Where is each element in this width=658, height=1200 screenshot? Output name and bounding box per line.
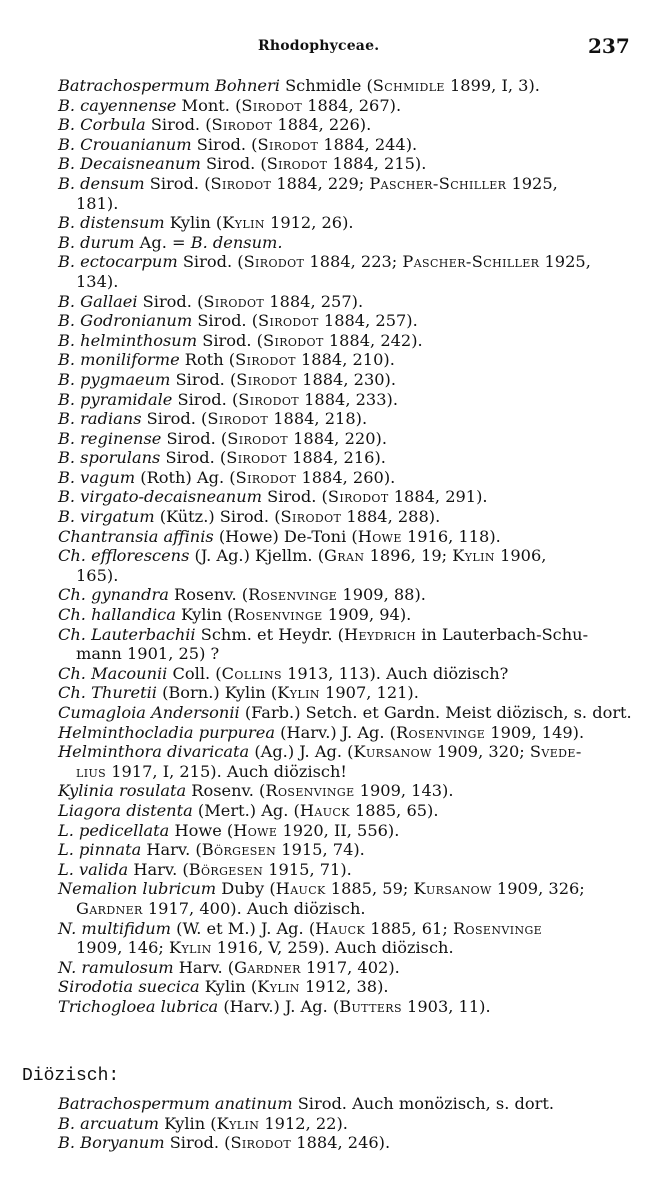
author-citation: Sirodot [262, 330, 324, 350]
species-entry: B. cayennense Mont. (Sirodot 1884, 267). [58, 95, 402, 115]
species-name: B. vagum [58, 467, 136, 487]
author-citation: Collins [221, 663, 282, 683]
species-entry: B. vagum (Roth) Ag. (Sirodot 1884, 260). [58, 467, 396, 487]
species-entry: Chantransia affinis (Howe) De-Toni (Howe 1916, 118). [58, 526, 501, 546]
species-entry: Ch. Thuretii (Born.) Kylin (Kylin 1907, 121). [58, 683, 419, 703]
author-citation: Rosenvinge [233, 605, 323, 625]
page-header [0, 34, 658, 62]
page-number: 237 [588, 34, 630, 58]
author-citation: Kylin [452, 546, 495, 566]
author-citation: Sirodot [211, 115, 273, 135]
author-citation: Börgesen [201, 840, 277, 860]
species-entry: B. moniliforme Roth (Sirodot 1884, 210). [58, 350, 395, 370]
species-name: B. arcuatum [58, 1113, 159, 1133]
species-name: Liagora distenta [58, 800, 193, 820]
author-citation: Sirodot [230, 1133, 292, 1153]
author-citation: Sirodot [327, 487, 389, 507]
author-citation: Kylin [168, 938, 212, 958]
species-entry: B. sporulans Sirod. (Sirodot 1884, 216). [58, 448, 386, 468]
species-entry: B. densum Sirod. (Sirodot 1884, 229; Pascher-Schiller 1925, 181). [58, 174, 634, 213]
species-entry: B. Corbula Sirod. (Sirodot 1884, 226). [58, 115, 372, 135]
species-entry: Liagora distenta (Mert.) Ag. (Hauck 1885, 65). [58, 800, 439, 820]
species-entry: Ch. Lauterbachii Schm. et Heydr. (Heydrich in Lauterbach-Schu- mann 1901, 25) ? [58, 625, 634, 664]
species-entry: L. pedicellata Howe (Howe 1920, II, 556). [58, 820, 400, 840]
species-entry: B. Crouanianum Sirod. (Sirodot 1884, 244). [58, 134, 418, 154]
species-entry: B. ectocarpum Sirod. (Sirodot 1884, 223; Pascher-Schiller 1925, 134). [58, 252, 634, 291]
species-entry: Helminthocladia purpurea (Harv.) J. Ag. (Rosenvinge 1909, 149). [58, 722, 585, 742]
species-name: Ch. efflorescens [58, 546, 190, 566]
species-entry: Ch. hallandica Kylin (Rosenvinge 1909, 94). [58, 605, 412, 625]
species-name: N. multifidum [58, 918, 171, 938]
dioecious-species-list [58, 1094, 634, 1153]
author-citation: Börgesen [188, 859, 264, 879]
entry-continuation: 1909, 146; Kylin 1916, V, 259). Auch diözisch. [76, 938, 454, 958]
species-name: Helminthora divaricata [58, 742, 250, 762]
entry-continuation: Gardner 1917, 400). Auch diözisch. [76, 898, 366, 918]
species-entry: B. pyramidale Sirod. (Sirodot 1884, 233). [58, 389, 398, 409]
species-entry: N. ramulosum Harv. (Gardner 1917, 402). [58, 957, 400, 977]
species-entry: Kylinia rosulata Rosenv. (Rosenvinge 1909, 143). [58, 781, 454, 801]
species-name: Batrachospermum Bohneri [58, 76, 280, 95]
author-citation: Rosenvinge [265, 781, 355, 801]
species-name: Ch. gynandra [58, 585, 169, 605]
species-name: B. pyramidale [58, 389, 173, 409]
species-name: B. radians [58, 409, 142, 429]
species-entry: Trichogloea lubrica (Harv.) J. Ag. (Butters 1903, 11). [58, 996, 491, 1016]
author-citation: Sirodot [236, 369, 298, 389]
author-citation: Schmidle [372, 76, 445, 95]
species-name: B. pygmaeum [58, 369, 171, 389]
species-name: Chantransia affinis [58, 526, 214, 546]
species-name: Ch. hallandica [58, 605, 176, 625]
species-entry: B. reginense Sirod. (Sirodot 1884, 220). [58, 428, 387, 448]
species-name: L. pinnata [58, 840, 142, 860]
species-entry: N. multifidum (W. et M.) J. Ag. (Hauck 1885, 61; Rosenvinge 1909, 146; Kylin 1916, V, 259). Auch diözisch. [58, 919, 634, 958]
species-entry: B. virgatum (Kütz.) Sirod. (Sirodot 1884, 288). [58, 507, 441, 527]
species-name: B. Boryanum [58, 1133, 165, 1153]
species-entry: Nemalion lubricum Duby (Hauck 1885, 59; Kursanow 1909, 326; Gardner 1917, 400). Auch diözisch. [58, 879, 634, 918]
author-citation: Sirodot [238, 389, 299, 409]
author-citation: Gardner [76, 898, 143, 918]
author-citation: Sirodot [235, 467, 297, 487]
species-name: B. durum [58, 232, 135, 252]
species-name: B. ectocarpum [58, 252, 178, 272]
species-entry: B. helminthosum Sirod. (Sirodot 1884, 242). [58, 330, 423, 350]
author-citation: Sirodot [280, 507, 342, 527]
author-citation: Gardner [234, 957, 301, 977]
species-name: Cumagloia Andersonii [58, 703, 240, 722]
author-citation: Pascher-Schiller [369, 173, 507, 193]
author-citation: Sirodot [258, 311, 319, 331]
section-heading: Diözisch: [22, 1066, 120, 1086]
species-name: Ch. Thuretii [58, 683, 157, 703]
entry-continuation: lius 1917, I, 215). Auch diözisch! [76, 761, 347, 781]
species-name: B. virgato-decaisneanum [58, 487, 262, 507]
species-name: L. valida [58, 859, 129, 879]
species-entry: Batrachospermum Bohneri Schmidle (Schmidle 1899, I, 3). [58, 76, 540, 95]
species-name: B. densum [58, 173, 145, 193]
author-citation: Kylin [222, 213, 265, 233]
species-name: B. reginense [58, 428, 162, 448]
author-citation: Sirodot [241, 95, 303, 115]
species-name: B. Corbula [58, 115, 146, 135]
species-name: Nemalion lubricum [58, 879, 217, 899]
author-citation: Howe [233, 820, 278, 840]
species-name: Kylinia rosulata [58, 781, 187, 801]
species-name: Helminthocladia purpurea [58, 722, 276, 742]
species-entry: L. valida Harv. (Börgesen 1915, 71). [58, 859, 352, 879]
species-name: N. ramulosum [58, 957, 174, 977]
species-name: B. sporulans [58, 448, 161, 468]
species-entry: L. pinnata Harv. (Börgesen 1915, 74). [58, 840, 365, 860]
species-entry: Batrachospermum anatinum Sirod. Auch monözisch, s. dort. [58, 1094, 555, 1113]
species-name: B. moniliforme [58, 350, 180, 370]
species-entry: Cumagloia Andersonii (Farb.) Setch. et Gardn. Meist diözisch, s. dort. [58, 703, 632, 722]
author-citation: Sirodot [203, 291, 265, 311]
species-entry: B. radians Sirod. (Sirodot 1884, 218). [58, 409, 368, 429]
author-citation: Hauck [315, 918, 366, 938]
author-citation: Heydrich [344, 624, 417, 644]
species-name: B. Godronianum [58, 311, 193, 331]
species-entry: B. Godronianum Sirod. (Sirodot 1884, 257). [58, 311, 418, 331]
species-name: B. Crouanianum [58, 134, 192, 154]
species-name: B. distensum [58, 213, 165, 233]
author-citation: Rosenvinge [396, 722, 486, 742]
author-citation: Sirodot [235, 350, 296, 370]
species-name: B. Gallaei [58, 291, 138, 311]
species-entry: B. Boryanum Sirod. (Sirodot 1884, 246). [58, 1133, 391, 1153]
entry-continuation: 181). [76, 193, 119, 213]
author-citation: Rosenvinge [248, 585, 338, 605]
author-citation: Hauck [275, 879, 326, 899]
author-citation: Sirodot [210, 173, 272, 193]
species-entry: Ch. efflorescens (J. Ag.) Kjellm. (Gran 1896, 19; Kylin 1906, 165). [58, 546, 634, 585]
species-entry: Ch. Macounii Coll. (Collins 1913, 113). Auch diözisch? [58, 663, 509, 683]
species-name: Batrachospermum anatinum [58, 1094, 293, 1113]
entry-continuation: 165). [76, 565, 119, 585]
author-citation: Sirodot [226, 448, 287, 468]
author-citation: Kursanow [413, 879, 492, 899]
author-citation: Butters [339, 996, 402, 1016]
species-entry: Helminthora divaricata (Ag.) J. Ag. (Kursanow 1909, 320; Svede- lius 1917, I, 215). Auch diözisch! [58, 742, 634, 781]
species-entry: Sirodotia suecica Kylin (Kylin 1912, 38). [58, 977, 389, 997]
species-name: Ch. Lauterbachii [58, 624, 196, 644]
species-name: Trichogloea lubrica [58, 996, 219, 1016]
author-citation: Pascher-Schiller [402, 252, 540, 272]
author-citation: Sirodot [266, 154, 328, 174]
species-name: B. Decaisneanum [58, 154, 201, 174]
species-entry: B. pygmaeum Sirod. (Sirodot 1884, 230). [58, 369, 397, 389]
author-citation: Howe [357, 526, 402, 546]
species-name: Ch. Macounii [58, 663, 168, 683]
species-name: B. virgatum [58, 507, 155, 527]
monoecious-species-list [58, 76, 634, 1017]
species-name: B. helminthosum [58, 330, 198, 350]
species-name: B. cayennense [58, 95, 177, 115]
author-citation: Svede- [529, 742, 582, 762]
author-citation: Sirodot [207, 409, 269, 429]
species-entry: B. durum Ag. = B. densum. [58, 232, 283, 252]
author-citation: Hauck [299, 800, 350, 820]
author-citation: Kylin [277, 683, 320, 703]
entry-continuation: 134). [76, 271, 119, 291]
author-citation: Kylin [216, 1113, 260, 1133]
species-entry: B. distensum Kylin (Kylin 1912, 26). [58, 213, 354, 233]
entry-continuation: mann 1901, 25) ? [76, 644, 220, 664]
species-entry: B. Gallaei Sirod. (Sirodot 1884, 257). [58, 291, 364, 311]
author-citation: Sirodot [257, 134, 319, 154]
species-entry: B. Decaisneanum Sirod. (Sirodot 1884, 215). [58, 154, 427, 174]
synonym-name: B. densum. [190, 232, 283, 252]
author-citation: Sirodot [227, 428, 288, 448]
author-citation: lius [76, 761, 107, 781]
author-citation: Sirodot [243, 252, 305, 272]
species-name: L. pedicellata [58, 820, 170, 840]
species-entry: B. virgato-decaisneanum Sirod. (Sirodot 1884, 291). [58, 487, 488, 507]
author-citation: Kursanow [353, 742, 432, 762]
species-name: Sirodotia suecica [58, 977, 200, 997]
author-citation: Gran [324, 546, 365, 566]
running-title: Rhodophyceae. [258, 38, 380, 54]
author-citation: Kylin [257, 977, 300, 997]
species-entry: B. arcuatum Kylin (Kylin 1912, 22). [58, 1113, 348, 1133]
author-citation: Rosenvinge [452, 918, 543, 938]
species-entry: Ch. gynandra Rosenv. (Rosenvinge 1909, 88). [58, 585, 426, 605]
